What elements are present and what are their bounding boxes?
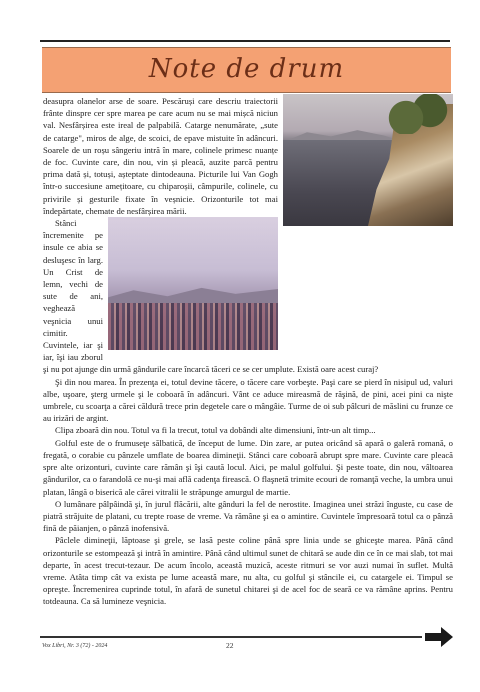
paragraph-5: Golful este de o frumuseţe sălbatică, de început de lume. Din zare, ar putea oricând să apară o galeră romană, o fregată, o corabie cu pânzele umflate de boarea dimineţii. Stânci care coboară abrupt spre mare. Cuvinte care pleacă spre alte orizonturi, cuvinte care rămân şi îşi caută locul. Aici, pe malul golfului. Şi peste toate, din nou, vâltoarea gândurilor, ca o farandolă ce nu-şi mai află cadenţa firească. O flaşnetă trimite ecouri de romanţă veche, la umbra unui platan, lângă o biserică ale cărei vitralii le străpunge amurgul de martie. — [43, 437, 453, 497]
article-body — [43, 95, 453, 608]
coastline-photo — [283, 94, 453, 226]
paragraph-3: Şi din nou marea. În prezenţa ei, totul devine tăcere, o tăcere care vorbeşte. Paşi care se pierd în nisipul ud, valuri albe, uşoare, şterg urmele şi le coboară în adâncuri. Vânt ce aduce mireasmă de răşină, de pini, acei pini ca nişte umbrele, cu scoarţa a cărei căldură trece prin degetele care o mângâie. Turme de oi sub pâlcuri de măslini cu frunze ce au irizări de argint. — [43, 376, 453, 424]
footer-rule — [40, 636, 422, 638]
paragraph-2: Stânci încremenite pe insule ce abia se desluşesc în larg. Un Crist de lemn, vechi de sute de ani, veghează veşnicia unui cimitir. Cuvintele, iar şi iar, îşi iau zborul şi nu pot ajunge din urmă gândurile care încarcă tăceri ce se cer umplute. Există oare acest curaj? — [43, 218, 379, 375]
section-title: Note de drum — [148, 54, 345, 84]
section-banner — [42, 47, 451, 93]
paragraph-7: Pâclele dimineţii, lăptoase şi grele, se lasă peste coline până spre linia unde se ghiceşte marea. Până când orizonturile se estompează şi intră în amintire. Până când ultimul sunet de chitară se aude din ce în ce mai slab, tot mai departe, în acest trecut-tezaur. De acum încolo, această muzică, aceste ritmuri se vor auzi numai în suflet. Multă vreme. Atâta timp cât va exista pe lume această mare, nu alta, cu golful şi stâncile ei, cu catargele ei. Timpul se opreşte. Încremenirea cuprinde totul, în afară de sunetul chitarei şi de acel foc de seară ce va rămâne aprins. Pentru totdeauna. Ca să lumineze veşnicia. — [43, 535, 453, 607]
arrow-right-icon[interactable] — [425, 627, 453, 647]
publication-info: Vox Libri, Nr. 3 (72) - 2024 — [42, 643, 108, 649]
paragraph-4: Clipa zboară din nou. Totul va fi la trecut, totul va dobândi alte dimensiuni, într-un alt timp... — [55, 425, 376, 436]
paragraph-6: O lumânare pâlpâindă şi, în jurul flăcării, alte gânduri la fel de nerostite. Imaginea unei străzi înguste, cu case de piatră străjuite de platani, cu trepte roase de vreme. Va rămâne şi ea o amintire. Cuvintele împresoară totul ca o pânză fină de păianjen, o pânză inofensivă. — [43, 498, 453, 534]
page-number: 22 — [226, 641, 234, 650]
town-at-dusk-photo — [108, 217, 278, 350]
paragraph-1: deasupra olanelor arse de soare. Pescăruși care descriu traiectorii frânte dinspre cer spre marea pe care acum nu se mai mișcă niciun val. Nesfârșirea este ireal de palpabilă. Catarge nenumărate, „sute de catarge", miros de alge, de scoici, de epave mistuite în adâncuri. Soarele de un roșu sângeriu intră în mare, colinele primesc nuanțe de foc. Cuvinte care, din nou, vin și pleacă, auzite parcă pentru prima dată și, totuși, așteptate dintodeauna. Picturile lui Van Gogh într-o succesiune amețitoare, cu chiparoșii, câmpurile, colinele, cu privirile și gesturile fixate în veșnicie. Orizonturile tot mai îndepărtate, chemate de nesfârșirea mării. — [43, 96, 278, 216]
header-top-rule — [40, 40, 450, 42]
